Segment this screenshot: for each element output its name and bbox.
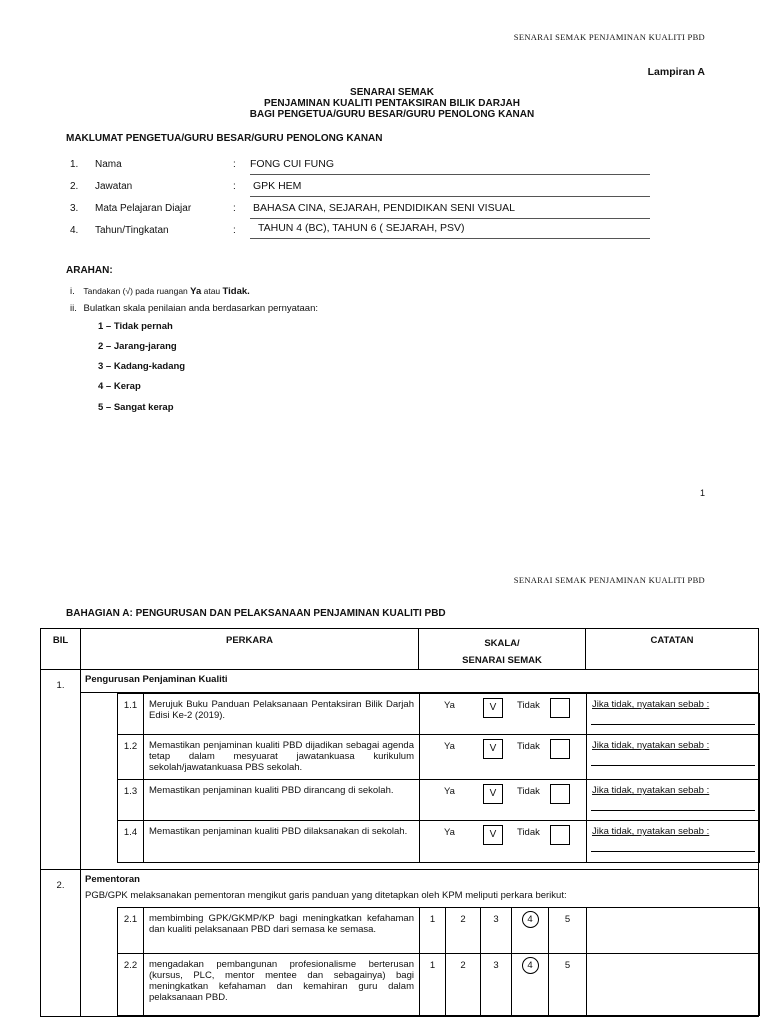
col-header-catatan: CATATAN bbox=[586, 629, 759, 670]
mata-pelajaran-field[interactable]: BAHASA CINA, SEJARAH, PENDIDIKAN SENI VISUAL bbox=[250, 202, 650, 219]
scale-item: 3 – Kadang-kadang bbox=[98, 361, 186, 372]
bahagian-heading: BAHAGIAN A: PENGURUSAN DAN PELAKSANAAN PENJAMINAN KUALITI PBD bbox=[66, 608, 446, 619]
title-line-3: BAGI PENGETUA/GURU BESAR/GURU PENOLONG KANAN bbox=[249, 109, 535, 120]
scale-item: 4 – Kerap bbox=[98, 381, 141, 392]
title-line-1: SENARAI SEMAK bbox=[350, 87, 434, 98]
item-text: Merujuk Buku Panduan Pelaksanaan Pentaksiran Bilik Darjah Edisi Ke-2 (2019). bbox=[144, 694, 420, 735]
info-colon: : bbox=[233, 225, 236, 236]
info-colon: : bbox=[233, 159, 236, 170]
arahan-tidak: Tidak. bbox=[222, 286, 250, 297]
jawatan-field[interactable]: GPK HEM bbox=[250, 180, 650, 197]
info-label: Nama bbox=[95, 159, 122, 170]
selected-scale-circle: 4 bbox=[522, 957, 539, 974]
arahan-text: Tandakan (√) pada ruangan bbox=[83, 286, 191, 296]
title-line-2: PENJAMINAN KUALITI PENTAKSIRAN BILIK DARJAH bbox=[264, 98, 520, 109]
catatan-prompt: Jika tidak, nyatakan sebab : bbox=[592, 740, 710, 751]
ya-label: Ya bbox=[444, 827, 455, 838]
nama-field[interactable]: FONG CUI FUNG bbox=[250, 158, 650, 175]
item-text: Memastikan penjaminan kualiti PBD dilaksanakan di sekolah. bbox=[144, 821, 420, 863]
section-body bbox=[81, 870, 759, 1017]
arahan-num: ii. bbox=[70, 303, 77, 314]
tidak-label: Tidak bbox=[517, 700, 540, 711]
catatan-line[interactable] bbox=[591, 810, 755, 811]
info-row-tahun-tingkatan bbox=[70, 221, 650, 241]
catatan-line[interactable] bbox=[591, 851, 755, 852]
skala-line-2: SENARAI SEMAK bbox=[462, 655, 542, 666]
item-num: 1.3 bbox=[118, 780, 144, 821]
scale-5-option[interactable]: 5 bbox=[549, 954, 587, 1016]
info-label: Tahun/Tingkatan bbox=[95, 225, 169, 236]
tidak-label: Tidak bbox=[517, 827, 540, 838]
table-row bbox=[118, 694, 760, 735]
scale-1-option[interactable]: 1 bbox=[420, 954, 446, 1016]
info-colon: : bbox=[233, 181, 236, 192]
catatan-cell bbox=[587, 780, 760, 821]
item-num: 2.1 bbox=[118, 908, 144, 954]
arahan-text: Bulatkan skala penilaian anda berdasarkan pernyataan: bbox=[83, 303, 319, 314]
section-subtitle: PGB/GPK melaksanakan pementoran mengikut garis panduan yang ditetapkan oleh KPM meliputi perkara berikut: bbox=[85, 890, 567, 901]
tidak-checkbox[interactable] bbox=[550, 739, 570, 759]
table-row bbox=[118, 735, 760, 780]
section-num: 1. bbox=[41, 670, 81, 870]
tahun-tingkatan-field[interactable]: TAHUN 4 (BC), TAHUN 6 ( SEJARAH, PSV) bbox=[250, 222, 650, 239]
scale-3-option[interactable]: 3 bbox=[481, 908, 512, 954]
page-header: SENARAI SEMAK PENJAMINAN KUALITI PBD bbox=[513, 575, 705, 585]
yes-no-cell bbox=[420, 735, 587, 780]
info-row-nama bbox=[70, 155, 650, 175]
catatan-prompt: Jika tidak, nyatakan sebab : bbox=[592, 826, 710, 837]
catatan-line[interactable] bbox=[591, 724, 755, 725]
scale-5-option[interactable]: 5 bbox=[549, 908, 587, 954]
section-row bbox=[41, 870, 759, 1017]
section-title: Pementoran bbox=[85, 874, 140, 885]
table-header-row bbox=[41, 629, 759, 670]
info-num: 3. bbox=[70, 203, 79, 214]
ya-checkbox[interactable]: V bbox=[483, 825, 503, 845]
scale-2-option[interactable]: 2 bbox=[446, 954, 481, 1016]
scale-item: 5 – Sangat kerap bbox=[98, 402, 174, 413]
tidak-checkbox[interactable] bbox=[550, 698, 570, 718]
info-label: Mata Pelajaran Diajar bbox=[95, 203, 192, 214]
catatan-cell[interactable] bbox=[587, 908, 760, 954]
info-num: 2. bbox=[70, 181, 79, 192]
scale-3-option[interactable]: 3 bbox=[481, 954, 512, 1016]
section-items bbox=[117, 693, 760, 863]
item-text: Memastikan penjaminan kualiti PBD dirancang di sekolah. bbox=[144, 780, 420, 821]
table-row bbox=[118, 954, 760, 1016]
skala-line-1: SKALA/ bbox=[484, 638, 520, 649]
item-text: membimbing GPK/GKMP/KP bagi meningkatkan kefahaman dan kualiti pelaksanaan PBD dari semasa ke semasa. bbox=[144, 908, 420, 954]
catatan-cell bbox=[587, 821, 760, 863]
page-header: SENARAI SEMAK PENJAMINAN KUALITI PBD bbox=[513, 32, 705, 42]
catatan-cell bbox=[587, 735, 760, 780]
tidak-checkbox[interactable] bbox=[550, 825, 570, 845]
section-num: 2. bbox=[41, 870, 81, 1017]
arahan-ya: Ya bbox=[190, 286, 202, 297]
scale-4-option[interactable] bbox=[512, 954, 549, 1016]
arahan-heading: ARAHAN: bbox=[66, 265, 113, 276]
ya-label: Ya bbox=[444, 741, 455, 752]
scale-item: 2 – Jarang-jarang bbox=[98, 341, 177, 352]
table-row bbox=[118, 908, 760, 954]
catatan-cell[interactable] bbox=[587, 954, 760, 1016]
catatan-cell bbox=[587, 694, 760, 735]
col-header-perkara: PERKARA bbox=[81, 629, 419, 670]
yes-no-cell bbox=[420, 821, 587, 863]
item-text: mengadakan pembangunan profesionalisme berterusan (kursus, PLC, mentor mentee dan sebagainya) bagi meningkatkan kefahaman dan kemahiran guru dalam pelaksanaan PBD. bbox=[144, 954, 420, 1016]
document-title bbox=[0, 87, 768, 120]
ya-label: Ya bbox=[444, 786, 455, 797]
info-row-mata-pelajaran bbox=[70, 199, 650, 219]
arahan-item-ii bbox=[70, 303, 318, 314]
info-label: Jawatan bbox=[95, 181, 133, 192]
tidak-label: Tidak bbox=[517, 786, 540, 797]
section-body bbox=[81, 670, 759, 870]
tidak-checkbox[interactable] bbox=[550, 784, 570, 804]
scale-4-option[interactable] bbox=[512, 908, 549, 954]
item-text: Memastikan penjaminan kualiti PBD dijadikan sebagai agenda tetap dalam mesyuarat jawatankuasa kurikulum sekolah/jawatankuasa PBS sekolah. bbox=[144, 735, 420, 780]
table-row bbox=[118, 821, 760, 863]
item-num: 1.1 bbox=[118, 694, 144, 735]
selected-scale-circle: 4 bbox=[522, 911, 539, 928]
ya-checkbox[interactable]: V bbox=[483, 739, 503, 759]
ya-checkbox[interactable]: V bbox=[483, 784, 503, 804]
section-title: Pengurusan Penjaminan Kualiti bbox=[81, 670, 758, 693]
ya-label: Ya bbox=[444, 700, 455, 711]
section-items bbox=[117, 907, 760, 1016]
table-row bbox=[118, 780, 760, 821]
item-num: 2.2 bbox=[118, 954, 144, 1016]
catatan-prompt: Jika tidak, nyatakan sebab : bbox=[592, 785, 710, 796]
catatan-prompt: Jika tidak, nyatakan sebab : bbox=[592, 699, 710, 710]
info-num: 1. bbox=[70, 159, 79, 170]
col-header-skala bbox=[419, 629, 586, 670]
lampiran-label: Lampiran A bbox=[647, 66, 705, 78]
info-section-heading: MAKLUMAT PENGETUA/GURU BESAR/GURU PENOLONG KANAN bbox=[66, 133, 383, 144]
scale-item: 1 – Tidak pernah bbox=[98, 321, 173, 332]
item-num: 1.4 bbox=[118, 821, 144, 863]
checklist-table bbox=[40, 628, 759, 1017]
scale-2-option[interactable]: 2 bbox=[446, 908, 481, 954]
section-row bbox=[41, 670, 759, 870]
arahan-text-mid: atau bbox=[201, 286, 223, 296]
yes-no-cell bbox=[420, 780, 587, 821]
ya-checkbox[interactable]: V bbox=[483, 698, 503, 718]
info-colon: : bbox=[233, 203, 236, 214]
page-number: 1 bbox=[699, 488, 705, 498]
info-num: 4. bbox=[70, 225, 79, 236]
item-num: 1.2 bbox=[118, 735, 144, 780]
info-row-jawatan bbox=[70, 177, 650, 197]
catatan-line[interactable] bbox=[591, 765, 755, 766]
yes-no-cell bbox=[420, 694, 587, 735]
arahan-num: i. bbox=[70, 286, 75, 297]
tidak-label: Tidak bbox=[517, 741, 540, 752]
arahan-item-i bbox=[70, 286, 250, 297]
scale-1-option[interactable]: 1 bbox=[420, 908, 446, 954]
col-header-bil: BIL bbox=[41, 629, 81, 670]
